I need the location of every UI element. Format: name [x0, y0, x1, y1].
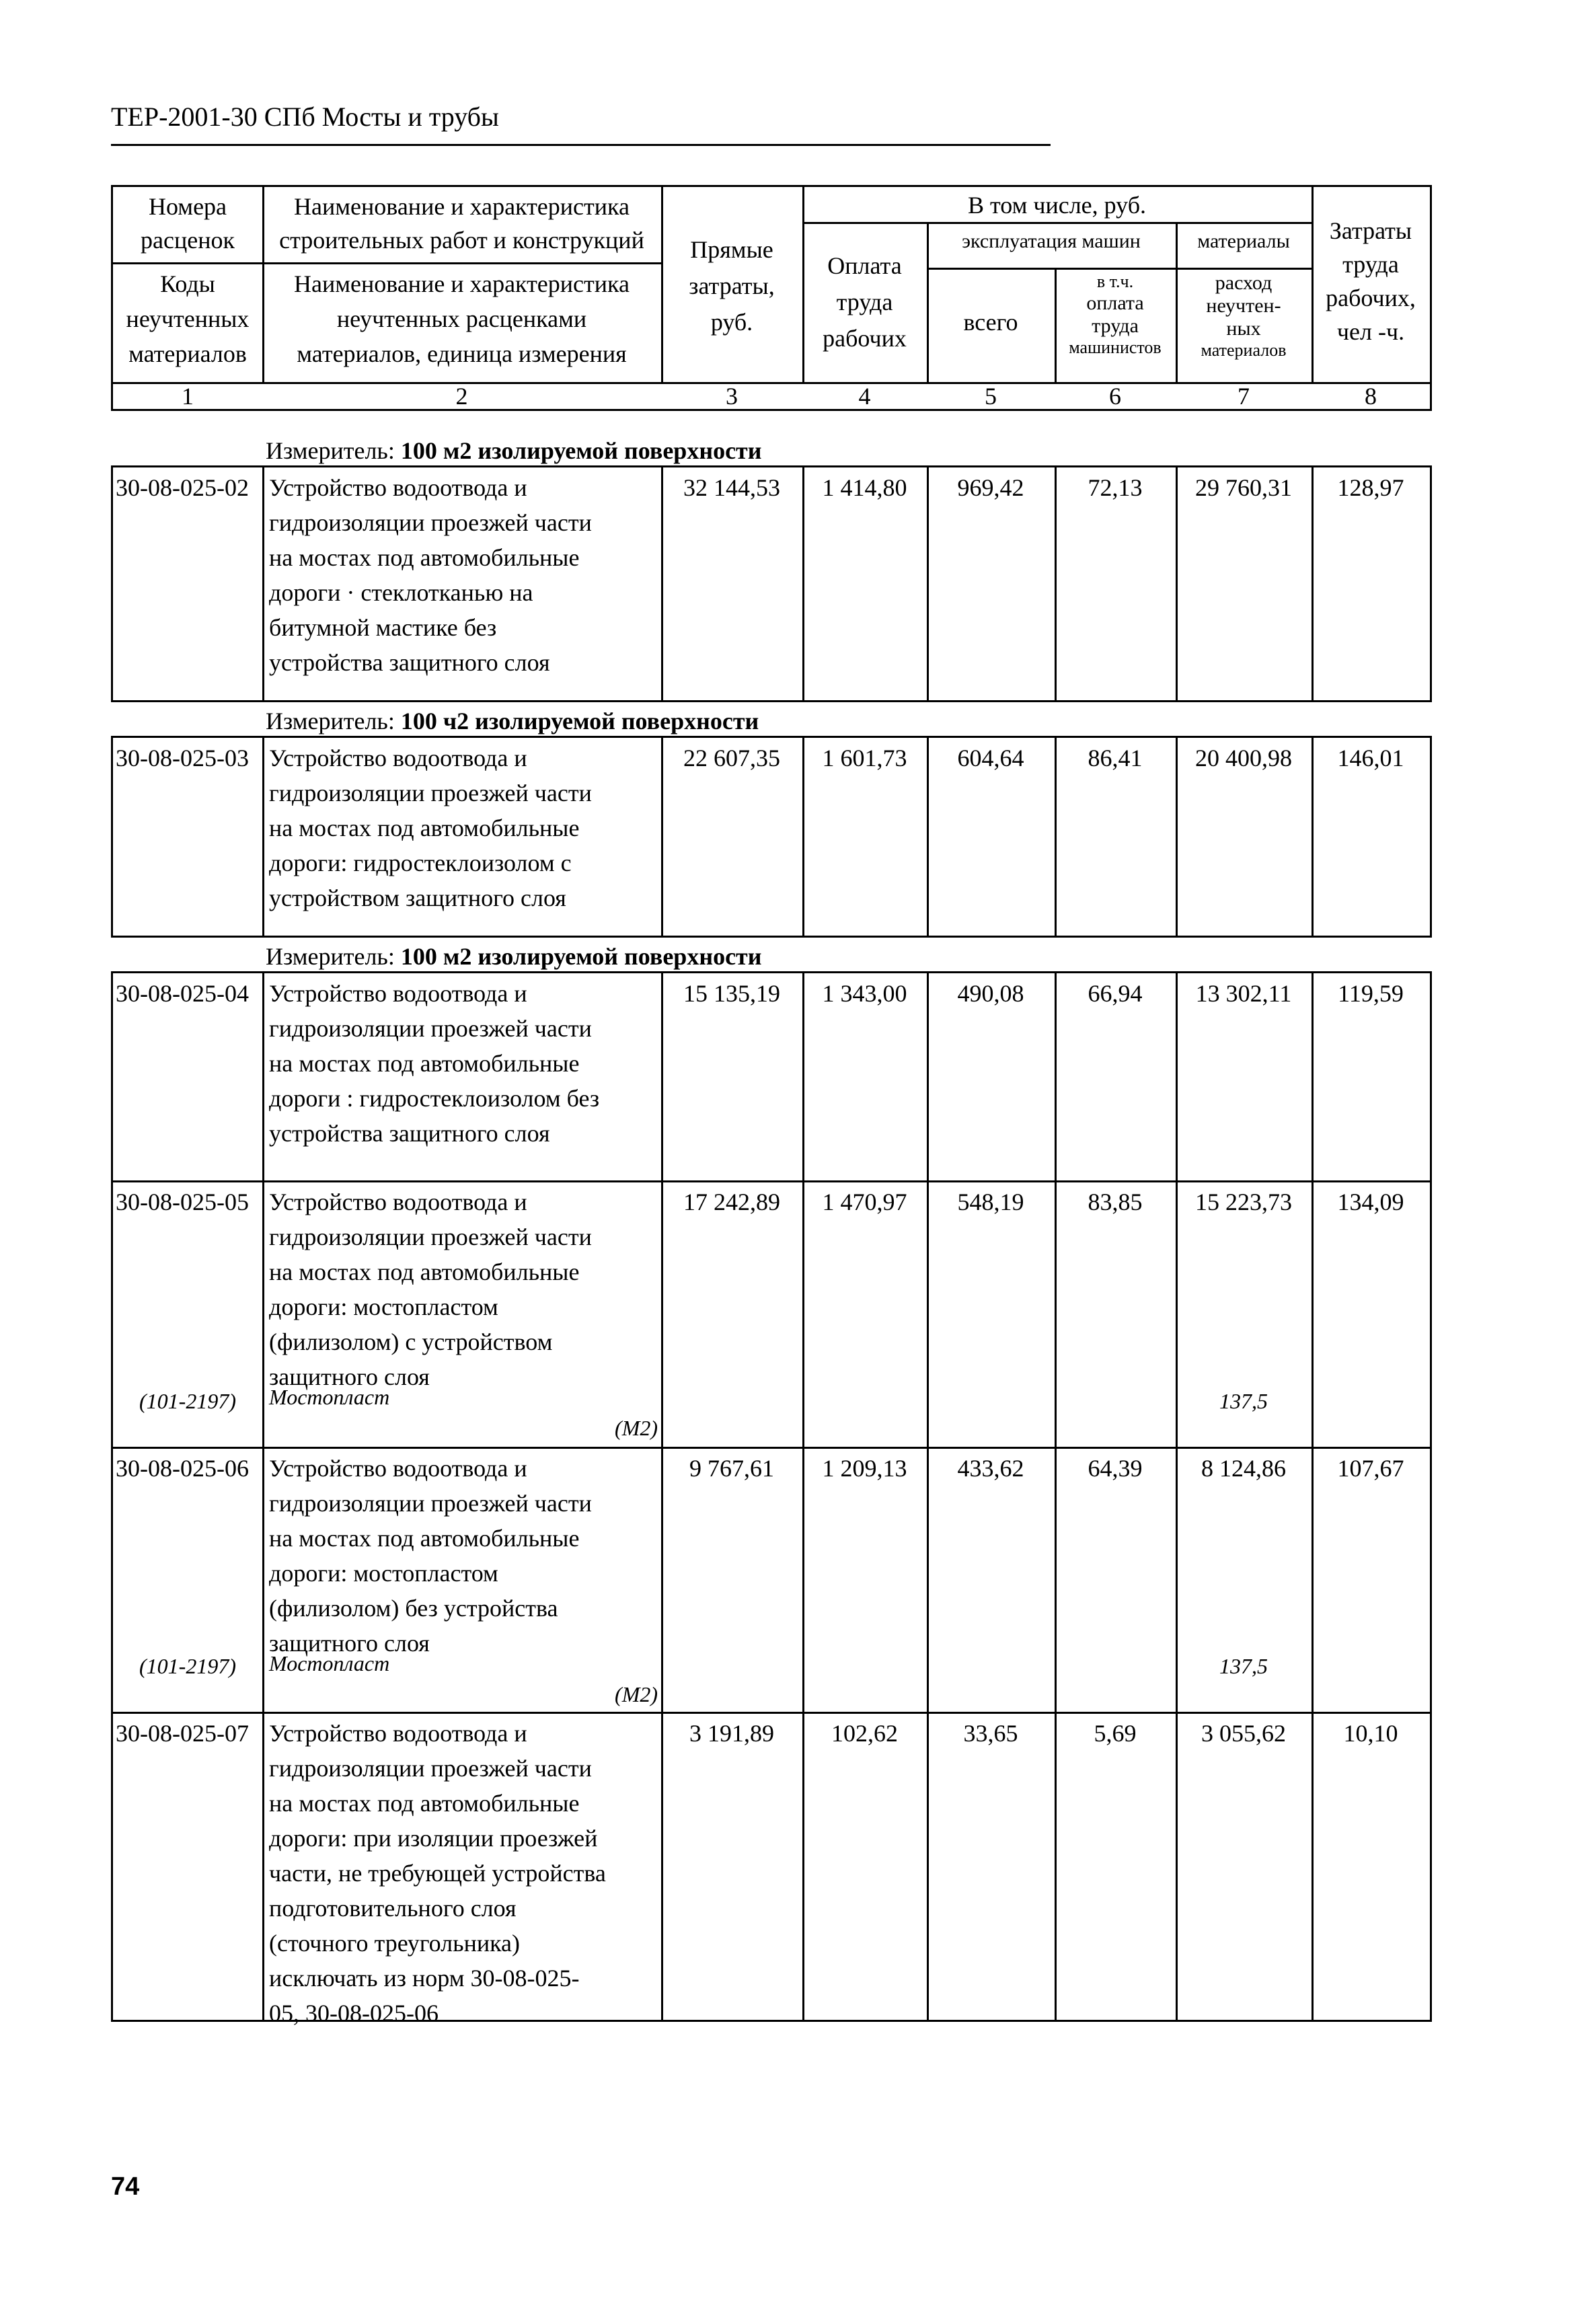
hdr-col1-top-1: Номера [148, 193, 227, 220]
materials-cost: 15 223,73 [1195, 1188, 1292, 1215]
material-unit: (М2) [615, 1682, 658, 1706]
labor-pay: 1 470,97 [822, 1188, 907, 1215]
hdr-col3-3: руб. [710, 309, 753, 336]
hdr-col4-2: труда [836, 289, 893, 315]
material-code: (101-2197) [139, 1654, 236, 1678]
machine-total: 433,62 [957, 1455, 1024, 1482]
machine-total: 604,64 [957, 745, 1024, 771]
table-rows-group [111, 971, 1432, 2027]
hdr-col7-3: ных [1226, 317, 1261, 340]
direct-cost: 17 242,89 [683, 1188, 780, 1215]
material-qty: 137,5 [1219, 1389, 1268, 1413]
hdr-col3-2: затраты, [689, 272, 775, 299]
hdr-col4-3: рабочих [823, 325, 907, 352]
hdr-col2-bot-3: материалов, единица измерения [297, 340, 627, 367]
materials-cost: 29 760,31 [1195, 474, 1292, 501]
measurer-1: Измеритель: 100 м2 изолируемой поверхности [266, 437, 762, 464]
labor-pay: 102,62 [831, 1720, 898, 1747]
machine-total: 490,08 [957, 980, 1024, 1007]
material-unit: (М2) [615, 1416, 658, 1440]
labor-pay: 1 601,73 [822, 745, 907, 771]
measurer-2: Измеритель: 100 ч2 изолируемой поверхности [266, 708, 759, 734]
hdr-col1-bot-3: материалов [128, 340, 247, 367]
machinist-pay: 86,41 [1088, 745, 1143, 771]
material-code: (101-2197) [139, 1389, 236, 1413]
hdr-col1-top-2: расценок [141, 227, 235, 254]
hdr-num-3: 3 [726, 383, 738, 410]
row-description: Устройство водоотвода и гидроизоляции проезжей части на мостах под автомобильные дороги: гидростеклоизолом с устройством защитного слоя [269, 745, 592, 911]
hdr-col6-3: труда [1092, 315, 1139, 337]
machinist-pay: 72,13 [1088, 474, 1143, 501]
hdr-col2-bot-2: неучтенных расценками [336, 305, 587, 332]
hdr-col8-4: чел -ч. [1336, 318, 1405, 345]
hdr-col8-2: труда [1342, 251, 1399, 278]
measurer-3: Измеритель: 100 м2 изолируемой поверхности [266, 943, 762, 970]
hdr-col6-4: машинистов [1069, 338, 1162, 357]
material-name: Мостопласт [269, 1651, 390, 1675]
labor-pay: 1 343,00 [822, 980, 907, 1007]
row-description: Устройство водоотвода и гидроизоляции проезжей части на мостах под автомобильные дороги: мостопластом (филизолом) с устройством защитного слоя [269, 1188, 592, 1390]
hdr-col1-bot-2: неучтенных [126, 305, 250, 332]
labor-hours: 10,10 [1343, 1720, 1398, 1747]
labor-pay: 1 209,13 [822, 1455, 907, 1482]
row-code: 30-08-025-07 [116, 1720, 249, 1747]
hdr-col5: всего [963, 309, 1018, 336]
labor-hours: 119,59 [1338, 980, 1404, 1007]
hdr-col2-top-2: строительных работ и конструкций [279, 227, 644, 254]
hdr-num-2: 2 [455, 383, 468, 410]
labor-hours: 107,67 [1337, 1455, 1404, 1482]
table-header [111, 185, 1432, 411]
materials-cost: 13 302,11 [1195, 980, 1292, 1007]
row-code: 30-08-025-04 [116, 980, 249, 1007]
row-description: Устройство водоотвода и гидроизоляции проезжей части на мостах под автомобильные дороги : гидростеклоизолом без устройства защитного слоя [269, 980, 600, 1147]
material-name: Мостопласт [269, 1385, 390, 1409]
direct-cost: 15 135,19 [683, 980, 780, 1007]
hdr-col7-1: расход [1215, 272, 1272, 294]
hdr-col2-bot-1: Наименование и характеристика [294, 270, 630, 297]
machine-total: 548,19 [957, 1188, 1024, 1215]
hdr-num-4: 4 [858, 383, 871, 410]
page-title: ТЕР-2001-30 СПб Мосты и трубы [111, 102, 499, 132]
hdr-col1-bot-1: Коды [160, 270, 215, 297]
hdr-col2-top-1: Наименование и характеристика [294, 193, 630, 220]
materials-cost: 3 055,62 [1201, 1720, 1286, 1747]
row-code: 30-08-025-05 [116, 1188, 249, 1215]
direct-cost: 32 144,53 [683, 474, 780, 501]
machinist-pay: 5,69 [1094, 1720, 1137, 1747]
hdr-num-7: 7 [1238, 383, 1250, 410]
direct-cost: 3 191,89 [689, 1720, 774, 1747]
row-code: 30-08-025-03 [116, 745, 249, 771]
row-description: Устройство водоотвода и гидроизоляции проезжей части на мостах под автомобильные дороги: при изоляции проезжей части, не требующей устройства подготовительного слоя (сточного треугольника) исключать из норм 30-08-025- 05, 30-08-025-06 [269, 1720, 606, 2027]
hdr-col6-1: в т.ч. [1096, 272, 1134, 291]
row-description: Устройство водоотвода и гидроизоляции проезжей части на мостах под автомобильные дороги: мостопластом (филизолом) без устройства защитного слоя [269, 1455, 592, 1657]
labor-hours: 146,01 [1337, 745, 1404, 771]
hdr-col8-3: рабочих, [1326, 285, 1416, 311]
row-code: 30-08-025-02 [116, 474, 249, 501]
table-row [111, 736, 1432, 938]
hdr-num-5: 5 [985, 383, 997, 410]
labor-pay: 1 414,80 [822, 474, 907, 501]
direct-cost: 9 767,61 [689, 1455, 774, 1482]
header-rule [111, 144, 1051, 146]
hdr-col7-4: материалов [1201, 340, 1287, 360]
hdr-materials: материалы [1197, 230, 1290, 252]
labor-hours: 128,97 [1337, 474, 1404, 501]
material-qty: 137,5 [1219, 1654, 1268, 1678]
machinist-pay: 83,85 [1088, 1188, 1143, 1215]
hdr-num-1: 1 [182, 383, 194, 410]
materials-cost: 20 400,98 [1195, 745, 1292, 771]
direct-cost: 22 607,35 [683, 745, 780, 771]
machinist-pay: 64,39 [1088, 1455, 1143, 1482]
row-code: 30-08-025-06 [116, 1455, 249, 1482]
hdr-col7-2: неучтен- [1206, 295, 1281, 317]
hdr-machines: эксплуатация машин [962, 230, 1141, 252]
hdr-num-8: 8 [1365, 383, 1377, 410]
hdr-incl: В том числе, руб. [967, 192, 1147, 219]
row-description: Устройство водоотвода и гидроизоляции проезжей части на мостах под автомобильные дороги · стеклотканью на битумной мастике без устройства защитного слоя [269, 474, 592, 676]
machine-total: 969,42 [957, 474, 1024, 501]
hdr-num-6: 6 [1109, 383, 1121, 410]
table-row [111, 465, 1432, 702]
machinist-pay: 66,94 [1088, 980, 1143, 1007]
hdr-col3-1: Прямые [690, 236, 773, 263]
hdr-col4-1: Оплата [827, 252, 902, 279]
machine-total: 33,65 [963, 1720, 1018, 1747]
page-number: 74 [111, 2173, 140, 2201]
materials-cost: 8 124,86 [1201, 1455, 1286, 1482]
hdr-col6-2: оплата [1086, 292, 1144, 314]
labor-hours: 134,09 [1337, 1188, 1404, 1215]
hdr-col8-1: Затраты [1329, 217, 1412, 244]
